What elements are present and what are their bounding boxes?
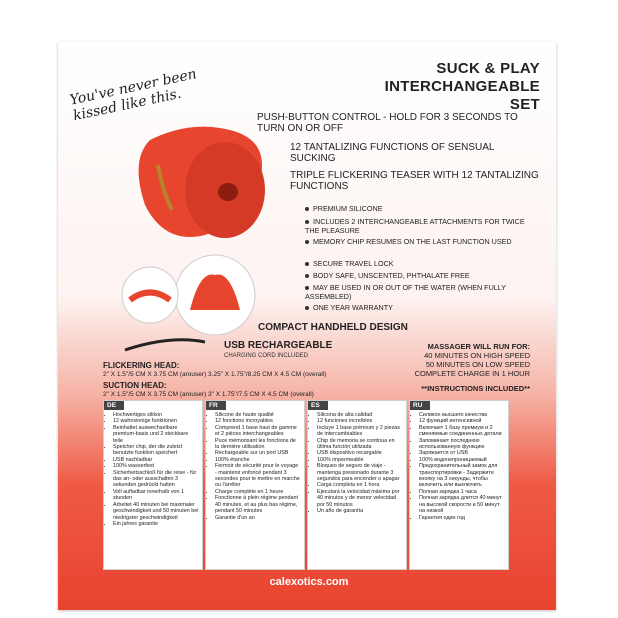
compact-design: COMPACT HANDHELD DESIGN [258, 322, 408, 333]
bullet-item: ONE YEAR WARRANTY [305, 304, 535, 313]
flicker-dimensions: FLICKERING HEAD: 2" X 1.5"/5 CM X 3.75 CM (arouser) 3.25" X 1.75"/8.25 CM X 4.5 CM (overall) [103, 361, 327, 378]
usb-subtext: CHARGING CORD INCLUDED [224, 353, 309, 359]
bullet-item: MAY BE USED IN OR OUT OF THE WATER (WHEN FULLY ASSEMBLED) [305, 283, 506, 301]
usb-rechargeable: USB RECHARGEABLE [224, 340, 333, 351]
lang-panel-es: ES • Silicona de alta calidad • 12 funciones increíbles • Incluye 1 base prémium y 2 piezas de intercambiables • Chip de memoria se continua en última función utilizada • USB dispositivo recargable • 100% impermeable • Bloqueo de seguro de viaje - mantenga presionado durante 3 segundos para encender o apagar • Carga completa en 1 hora • Ejecutará la velocidad máxima por 40 minutos y de menor velocidad por 50 minutos • Un año de garantía [307, 400, 407, 570]
instructions-note: **INSTRUCTIONS INCLUDED** [421, 384, 530, 393]
bullet-item: BODY SAFE, UNSCENTED, PHTHALATE FREE [305, 272, 535, 281]
feature-sucking: 12 TANTALIZING FUNCTIONS OF SENSUAL SUCKING [290, 142, 495, 164]
lang-panel-de: DE • Hochwertiges silikon • 12 wahnsinnige funktionen • Beinhaltet auswechselbare premium-basis und 2 steckbare teile • Speicher chip, der die zuletzt benutzte funktion speichert • USB nachladbar • 100% wasserfest • Sicherheitsschloß für die reise - für das an- oder ausschalten 3 sekunden gedrückt halten • Voll aufladbar innerhalb von 1 stunden • Arbeitet 40 minuten bei maximaler geschwindigkeit und 50 minuten bei niedrigster geschwindigkeit • Ein jahres garantie [103, 400, 203, 570]
feature-flickering: TRIPLE FLICKERING TEASER WITH 12 TANTALIZING FUNCTIONS [290, 170, 539, 192]
product-title: SUCK & PLAY INTERCHANGEABLE SET [384, 60, 540, 113]
bullet-item: SECURE TRAVEL LOCK [305, 260, 535, 269]
tagline: You've never been kissed like this. [68, 66, 199, 125]
bullet-item: MEMORY CHIP RESUMES ON THE LAST FUNCTION USED [305, 238, 535, 247]
run-time: MASSAGER WILL RUN FOR: 40 MINUTES ON HIGH SPEED 50 MINUTES ON LOW SPEED COMPLETE CHARGE IN 1 HOUR [414, 342, 530, 378]
lang-panel-ru: RU • Силикон высшего качества • 12 функций интенсивной • Включает 1 базу премиум и 2 сменяемые соединенных детали • Запоминает последнюю использованную функцию • Заряжается от USB • 100% водонепроницаемый • Предохранительный замок для транспортировки - Задержите кнопку на 3 секунды, чтобы включить или выключить • Полная зарядка 1 часа • Полная зарядка длится 40 минут на высокой скорости и 50 минут на низкой • Гарантия один год [409, 400, 509, 570]
bullet-item: INCLUDES 2 INTERCHANGEABLE ATTACHMENTS FOR TWICE THE PLEASURE [305, 217, 525, 235]
feature-push-button: PUSH-BUTTON CONTROL - HOLD FOR 3 SECONDS TO TURN ON OR OFF [257, 112, 518, 134]
suction-dimensions: SUCTION HEAD: 2" X 1.5"/5 CM X 3.75 CM (arouser) 3" X 1.75"/7.5 CM X 4.5 CM (overall) [103, 381, 314, 398]
lang-panel-fr: FR • Silicone de haute qualité • 12 fonctions incroyables • Comprend 1 base haut de gamme et 2 pièces interchangeables • Puce mémorisant les fonctions de la dernière utilisation • Rechargeable sur un port USB • 100% étanche • Fermoir de sécurité pour le voyage - maintenir enfoncé pendant 3 secondes pour le mettre en marche ou l'arrêter • Charge complète en 1 heure • Fonctionne à plein régime pendant 40 minutes, et au plus bas régime, pendant 50 minutes • Garantie d'un an [205, 400, 305, 570]
bullet-item: PREMIUM SILICONE [305, 205, 535, 214]
website: calexotics.com [269, 576, 349, 588]
